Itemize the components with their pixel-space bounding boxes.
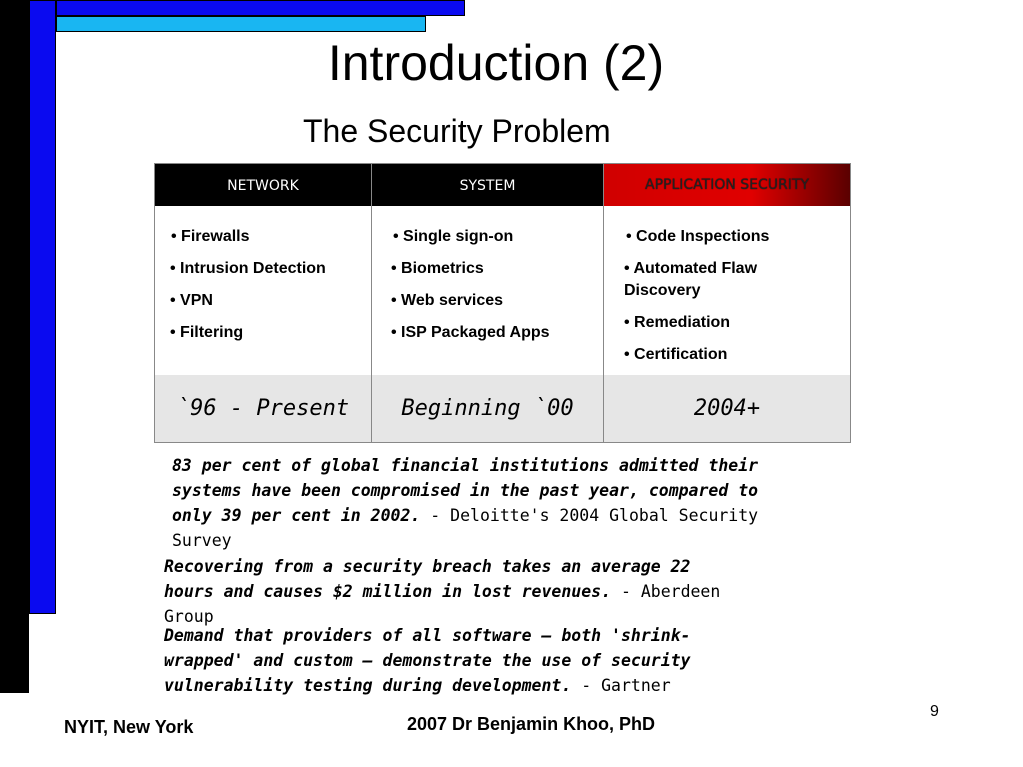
slide-subtitle: The Security Problem [303,113,611,149]
decorative-blue-vertical-bar [29,0,56,614]
quote-source: - Aberdeen Group [164,582,721,626]
table-column-network [155,164,372,442]
quote-deloitte [172,453,772,553]
list-item: • Intrusion Detection [170,260,326,277]
list-item: • Web services [391,292,504,309]
slide-title: Introduction (2) [327,35,665,91]
list-item: • Automated Flaw Discovery [624,260,758,299]
list-item: • ISP Packaged Apps [391,324,550,341]
decorative-cyan-horizontal-bar [56,16,426,32]
list-item: • Remediation [624,314,731,331]
period-cell: `96 - Present [155,375,371,442]
column-header: APPLICATION SECURITY [604,164,850,206]
decorative-blue-horizontal-bar [56,0,465,16]
footer-location: NYIT, New York [64,717,194,737]
security-table [154,163,851,443]
quote-text: 83 per cent of global financial institutions admitted their systems have been compromised in the past year, compared to only 39 per cent in 2002. [172,456,759,525]
list-item: • Certification [624,346,728,363]
list-item: • Filtering [170,324,244,341]
period-cell: 2004+ [604,375,850,442]
list-item: • Firewalls [171,228,250,245]
table-column-system [372,164,604,442]
quote-gartner [164,623,764,698]
column-header: NETWORK [155,164,371,206]
quote-source: - Gartner [571,676,671,695]
quote-aberdeen [164,554,724,629]
footer-author: 2007 Dr Benjamin Khoo, PhD [407,714,656,734]
quote-text: Recovering from a security breach takes an average 22 hours and causes $2 million in lost revenues. [164,557,691,601]
table-column-application-security [604,164,850,442]
list-item: • Biometrics [391,260,484,277]
decorative-black-bar [0,0,29,693]
list-item: • VPN [170,292,213,309]
quote-text: Demand that providers of all software — both 'shrink-wrapped' and custom — demonstrate the use of security vulnerability testing during development. [164,626,691,695]
list-item: • Code Inspections [626,228,770,245]
page-number: 9 [930,703,939,720]
column-header: SYSTEM [372,164,603,206]
period-cell: Beginning `00 [372,375,603,442]
quote-source: - Deloitte's 2004 Global Security Survey [172,506,759,550]
list-item: • Single sign-on [393,228,514,245]
